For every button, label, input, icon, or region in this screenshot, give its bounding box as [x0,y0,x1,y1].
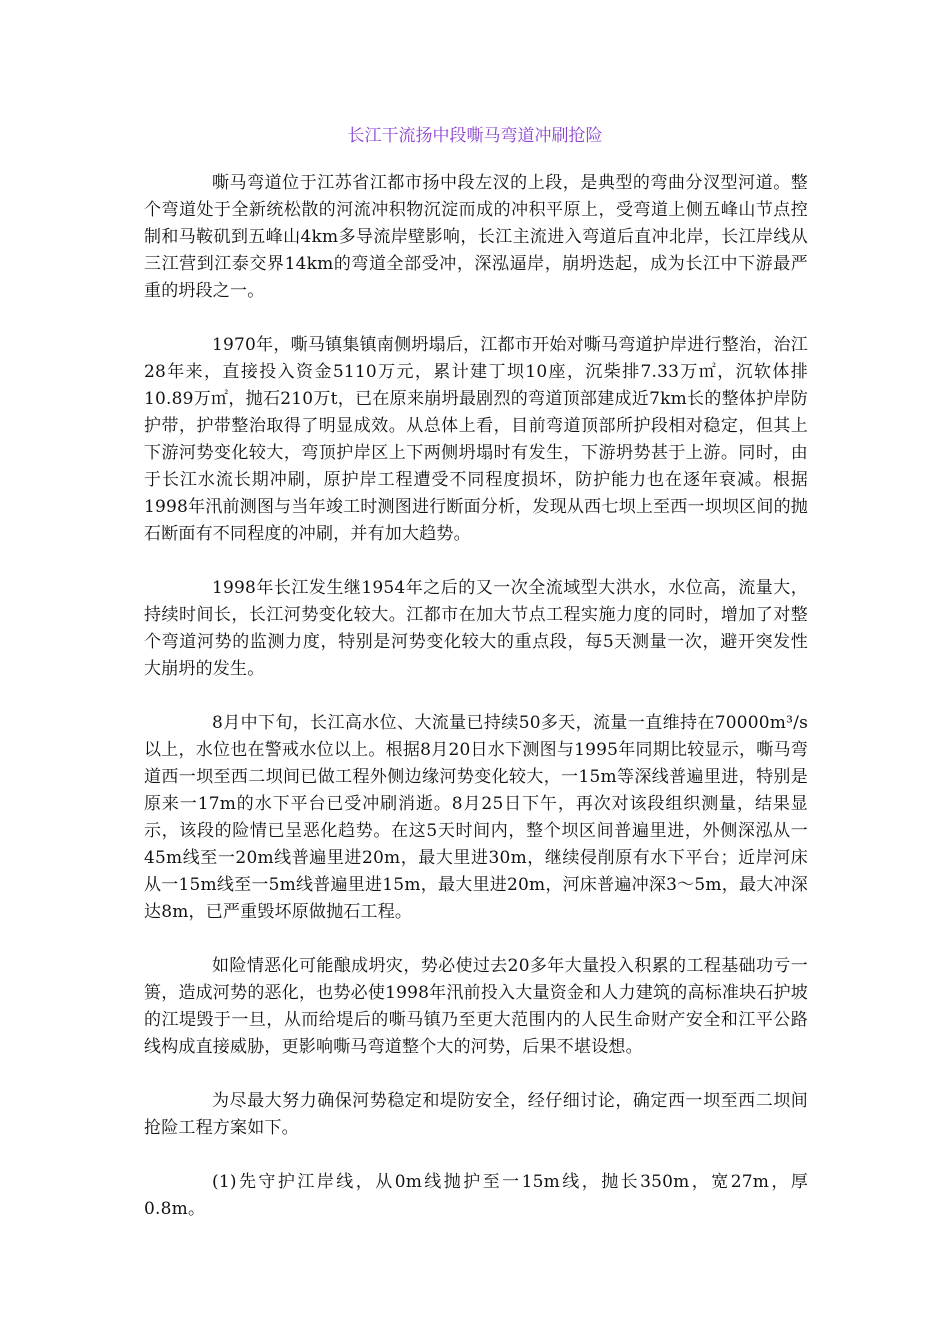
paragraph-6: 为尽最大努力确保河势稳定和堤防安全，经仔细讨论，确定西一坝至西二坝间抢险工程方案如下。 [144,1091,808,1138]
paragraph-3: 1998年长江发生继1954年之后的又一次全流域型大洪水，水位高，流量大，持续时间长，长江河势变化较大。江都市在加大节点工程实施力度的同时，增加了对整个弯道河势的监测力度，特别是河势变化较大的重点段，每5天测量一次，避开突发性大崩坍的发生。 [144,578,808,679]
paragraph-4: 8月中下旬，长江高水位、大流量已持续50多天，流量一直维持在70000m³/s以上，水位也在警戒水位以上。根据8月20日水下测图与1995年同期比较显示，嘶马弯道西一坝至西二坝间已做工程外侧边缘河势变化较大，一15m等深线普遍里进，特别是原来一17m的水下平台已受冲刷消逝。8月25日下午，再次对该段组织测量，结果显示，该段的险情已呈恶化趋势。在这5天时间内，整个坝区间普遍里进，外侧深泓从一45m线至一20m线普遍里进20m，最大里进30m，继续侵削原有水下平台；近岸河床从一15m线至一5m线普遍里进15m，最大里进20m，河床普遍冲深3～5m，最大冲深达8m，已严重毁坏原做抛石工程。 [144,713,808,922]
paragraph-7: (1)先守护江岸线，从0m线抛护至一15m线，抛长350m，宽27m，厚0.8m。 [144,1172,808,1219]
paragraph-2: 1970年，嘶马镇集镇南侧坍塌后，江都市开始对嘶马弯道护岸进行整治，治江28年来，直接投入资金5110万元，累计建丁坝10座，沉柴排7.33万㎡，沉软体排10.89万㎡，抛石210万t，已在原来崩坍最剧烈的弯道顶部建成近7km长的整体护岸防护带，护带整治取得了明显成效。从总体上看，目前弯道顶部所护段相对稳定，但其上下游河势变化较大，弯顶护岸区上下两侧坍塌时有发生，下游坍势甚于上游。同时，由于长江水流长期冲刷，原护岸工程遭受不同程度损坏，防护能力也在逐年衰减。根据1998年汛前测图与当年竣工时测图进行断面分析，发现从西七坝上至西一坝坝区间的抛石断面有不同程度的冲刷，并有加大趋势。 [144,335,808,544]
paragraph-5: 如险情恶化可能酿成坍灾，势必使过去20多年大量投入积累的工程基础功亏一篑，造成河势的恶化，也势必使1998年汛前投入大量资金和人力建筑的高标准块石护坡的江堤毁于一旦，从而给堤后的嘶马镇乃至更大范围内的人民生命财产安全和江平公路线构成直接威胁，更影响嘶马弯道整个大的河势，后果不堪设想。 [144,956,808,1057]
document-body [144,170,808,1250]
paragraph-1: 嘶马弯道位于江苏省江都市扬中段左汊的上段，是典型的弯曲分汊型河道。整个弯道处于全新统松散的河流冲积物沉淀而成的冲积平原上，受弯道上侧五峰山节点控制和马鞍矶到五峰山4km多导流岸壁影响，长江主流进入弯道后直冲北岸，长江岸线从三江营到江泰交界14km的弯道全部受冲，深泓逼岸，崩坍迭起，成为长江中下游最严重的坍段之一。 [144,173,808,301]
document-title: 长江干流扬中段嘶马弯道冲刷抢险 [347,126,603,146]
